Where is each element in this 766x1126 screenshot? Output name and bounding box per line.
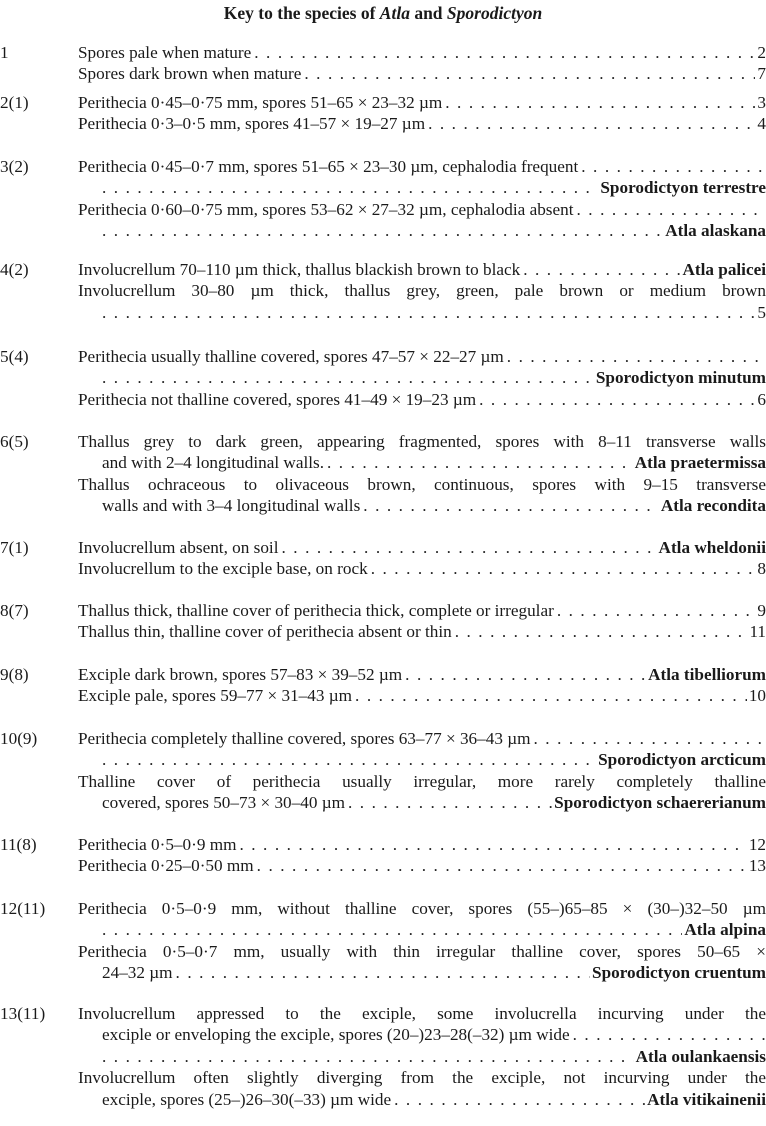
dot-leader xyxy=(282,537,657,558)
lead-text: and with 2–4 longitudinal walls. xyxy=(102,453,324,473)
dot-leader xyxy=(428,113,755,134)
couplet-leads xyxy=(78,259,766,323)
key-title xyxy=(0,2,766,24)
species-name: Atla tibelliorum xyxy=(648,665,766,684)
lead-continuation-line xyxy=(78,792,766,813)
lead-text: Thallus thick, thalline cover of perithecia thick, complete or irregular xyxy=(78,601,554,620)
lead-line xyxy=(78,280,766,301)
title-genus-atla: Atla xyxy=(379,3,410,23)
dot-leader xyxy=(581,156,766,177)
species-name: Sporodictyon schaererianum xyxy=(554,793,766,813)
lead-continuation-line xyxy=(78,1046,766,1067)
lead-line xyxy=(78,92,766,113)
couplet-number: 5(4) xyxy=(0,347,29,366)
dot-leader xyxy=(239,834,746,855)
lead-text: Thallus ochraceous to olivaceous brown, continuous, spores with 9–15 transverse xyxy=(78,474,766,494)
lead-text: Involucrellum absent, on soil xyxy=(78,538,279,557)
lead-line xyxy=(78,621,766,642)
lead-continuation-line xyxy=(78,749,766,770)
couplet-number: 6(5) xyxy=(0,432,29,451)
species-name: Atla oulankaensis xyxy=(635,1046,766,1066)
lead-line xyxy=(78,156,766,177)
dot-leader xyxy=(355,685,747,706)
lead-text: Spores dark brown when mature xyxy=(78,64,302,84)
title-middle: and xyxy=(409,3,447,23)
couplet-leads xyxy=(78,537,766,580)
dot-leader xyxy=(254,42,755,63)
dot-leader xyxy=(176,962,590,983)
lead-text: Perithecia 0·45–0·75 mm, spores 51–65 × 23–32 µm xyxy=(78,93,443,112)
lead-text: Involucrellum appressed to the exciple, some involucrella incurving under the xyxy=(78,1004,766,1023)
lead-text: Perithecia 0·45–0·7 mm, spores 51–65 × 23–30 µm, cephalodia frequent xyxy=(78,157,579,176)
lead-text: covered, spores 50–73 × 30–40 µm xyxy=(102,793,345,813)
couplet-leads xyxy=(78,431,766,517)
lead-line xyxy=(78,558,766,579)
couplet-leads xyxy=(78,92,766,135)
lead-text: Thalline cover of perithecia usually irregular, more rarely completely thalline xyxy=(78,771,766,791)
species-name: Atla recondita xyxy=(660,496,766,516)
lead-text: Spores pale when mature xyxy=(78,43,252,62)
go-to-couplet: 4 xyxy=(757,114,766,134)
go-to-couplet: 10 xyxy=(748,686,766,706)
couplet-number: 9(8) xyxy=(0,665,29,684)
lead-line xyxy=(78,898,766,919)
dot-leader xyxy=(534,728,766,749)
lead-line xyxy=(78,431,766,452)
couplet-leads xyxy=(78,600,766,643)
lead-continuation-line xyxy=(78,220,766,241)
go-to-couplet: 9 xyxy=(757,601,766,620)
lead-text: Perithecia 0·3–0·5 mm, spores 41–57 × 19–27 µm xyxy=(78,114,426,134)
couplet-leads xyxy=(78,664,766,707)
go-to-couplet: 6 xyxy=(757,389,766,409)
dot-leader xyxy=(348,792,552,813)
lead-text: Perithecia 0·5–0·9 mm xyxy=(78,835,237,854)
dot-leader xyxy=(102,220,663,241)
species-name: Atla alpina xyxy=(684,920,766,940)
go-to-couplet: 13 xyxy=(748,856,766,876)
lead-line xyxy=(78,771,766,792)
couplet-number: 12(11) xyxy=(0,899,46,918)
go-to-couplet: 12 xyxy=(748,835,766,854)
dot-leader xyxy=(573,1024,766,1045)
couplet-leads xyxy=(78,834,766,877)
couplet-leads xyxy=(78,898,766,984)
lead-line xyxy=(78,389,766,410)
lead-text: Perithecia 0·60–0·75 mm, spores 53–62 × 27–32 µm, cephalodia absent xyxy=(78,199,574,219)
lead-line xyxy=(78,474,766,495)
dot-leader xyxy=(327,452,633,473)
lead-text: 24–32 µm xyxy=(102,963,173,983)
lead-text: Involucrellum 30–80 µm thick, thallus grey, green, pale brown or medium brown xyxy=(78,281,766,301)
lead-line xyxy=(78,63,766,84)
dot-leader xyxy=(445,92,755,113)
lead-continuation-line xyxy=(78,919,766,940)
lead-line xyxy=(78,941,766,962)
go-to-couplet: 3 xyxy=(757,93,766,112)
lead-text: Perithecia not thalline covered, spores 41–49 × 19–23 µm xyxy=(78,389,477,409)
couplet-number: 3(2) xyxy=(0,157,29,176)
couplet-number: 1 xyxy=(0,43,9,62)
dot-leader xyxy=(577,199,766,220)
lead-text: Perithecia 0·5–0·7 mm, usually with thin irregular thalline cover, spores 50–65 × xyxy=(78,941,766,961)
species-name: Atla wheldonii xyxy=(658,538,766,557)
couplet-leads xyxy=(78,346,766,410)
lead-text: Perithecia usually thalline covered, spores 47–57 × 22–27 µm xyxy=(78,347,504,366)
lead-line xyxy=(78,728,766,749)
go-to-couplet: 2 xyxy=(757,43,766,62)
dot-leader xyxy=(363,495,659,516)
couplet-number: 13(11) xyxy=(0,1004,46,1023)
lead-text: Thallus thin, thalline cover of perithecia absent or thin xyxy=(78,622,452,642)
couplet-number: 2(1) xyxy=(0,93,29,112)
go-to-couplet: 8 xyxy=(757,559,766,579)
couplet-number: 7(1) xyxy=(0,538,29,557)
lead-text: Involucrellum often slightly diverging from the exciple, not incurving under the xyxy=(78,1068,766,1088)
lead-line xyxy=(78,855,766,876)
dot-leader xyxy=(257,855,747,876)
dot-leader xyxy=(102,749,596,770)
dot-leader xyxy=(394,1089,645,1110)
lead-continuation-line xyxy=(78,495,766,516)
lead-line xyxy=(78,259,766,280)
lead-text: Perithecia 0·5–0·9 mm, without thalline cover, spores (55–)65–85 × (30–)32–50 µm xyxy=(78,899,766,918)
lead-line xyxy=(78,685,766,706)
go-to-couplet: 7 xyxy=(757,64,766,84)
lead-text: Exciple dark brown, spores 57–83 × 39–52 µm xyxy=(78,665,403,684)
lead-line xyxy=(78,600,766,621)
couplet-leads xyxy=(78,1003,766,1110)
couplet-leads xyxy=(78,42,766,85)
lead-continuation-line xyxy=(78,302,766,323)
species-name: Atla alaskana xyxy=(665,221,766,241)
couplet-leads xyxy=(78,728,766,814)
lead-continuation-line xyxy=(78,1024,766,1045)
species-name: Sporodictyon arcticum xyxy=(598,750,766,770)
dot-leader xyxy=(557,600,756,621)
couplet-number: 11(8) xyxy=(0,835,37,854)
lead-text: Exciple pale, spores 59–77 × 31–43 µm xyxy=(78,686,353,706)
lead-text: Perithecia completely thalline covered, spores 63–77 × 36–43 µm xyxy=(78,729,531,748)
dot-leader xyxy=(507,346,766,367)
species-name: Atla palicei xyxy=(682,260,766,279)
lead-line xyxy=(78,113,766,134)
species-name: Atla vitikainenii xyxy=(647,1089,766,1109)
lead-line xyxy=(78,664,766,685)
species-name: Sporodictyon terrestre xyxy=(600,178,766,198)
dot-leader xyxy=(479,389,755,410)
lead-line xyxy=(78,42,766,63)
dot-leader xyxy=(455,621,748,642)
species-name: Atla praetermissa xyxy=(634,453,766,473)
lead-line xyxy=(78,199,766,220)
dot-leader xyxy=(102,1046,634,1067)
species-name: Sporodictyon cruentum xyxy=(592,963,766,983)
lead-line xyxy=(78,537,766,558)
lead-continuation-line xyxy=(78,452,766,473)
lead-text: Perithecia 0·25–0·50 mm xyxy=(78,856,254,876)
dot-leader xyxy=(102,919,682,940)
go-to-couplet: 11 xyxy=(749,622,766,642)
lead-text: exciple, spores (25–)26–30(–33) µm wide xyxy=(102,1089,392,1109)
title-genus-sporodictyon: Sporodictyon xyxy=(446,3,543,23)
lead-continuation-line xyxy=(78,367,766,388)
dot-leader xyxy=(405,664,646,685)
lead-line xyxy=(78,1067,766,1088)
dot-leader xyxy=(304,63,755,84)
lead-continuation-line xyxy=(78,1089,766,1110)
go-to-couplet: 5 xyxy=(757,302,766,322)
dot-leader xyxy=(371,558,756,579)
lead-continuation-line xyxy=(78,962,766,983)
couplet-number: 4(2) xyxy=(0,260,29,279)
couplet-number: 10(9) xyxy=(0,729,38,748)
species-name: Sporodictyon minutum xyxy=(595,368,766,388)
dot-leader xyxy=(102,302,755,323)
couplet-number: 8(7) xyxy=(0,601,29,620)
lead-text: exciple or enveloping the exciple, spores (20–)23–28(–32) µm wide xyxy=(102,1025,570,1045)
lead-text: walls and with 3–4 longitudinal walls xyxy=(102,496,361,516)
lead-text: Involucrellum 70–110 µm thick, thallus blackish brown to black xyxy=(78,260,521,279)
lead-text: Involucrellum to the exciple base, on rock xyxy=(78,559,368,579)
dot-leader xyxy=(102,177,598,198)
dot-leader xyxy=(523,259,680,280)
lead-line xyxy=(78,834,766,855)
dot-leader xyxy=(102,367,594,388)
title-prefix: Key to the species of xyxy=(223,3,380,23)
lead-line xyxy=(78,346,766,367)
lead-line xyxy=(78,1003,766,1024)
couplet-leads xyxy=(78,156,766,242)
lead-continuation-line xyxy=(78,177,766,198)
lead-text: Thallus grey to dark green, appearing fragmented, spores with 8–11 transverse walls xyxy=(78,432,766,451)
